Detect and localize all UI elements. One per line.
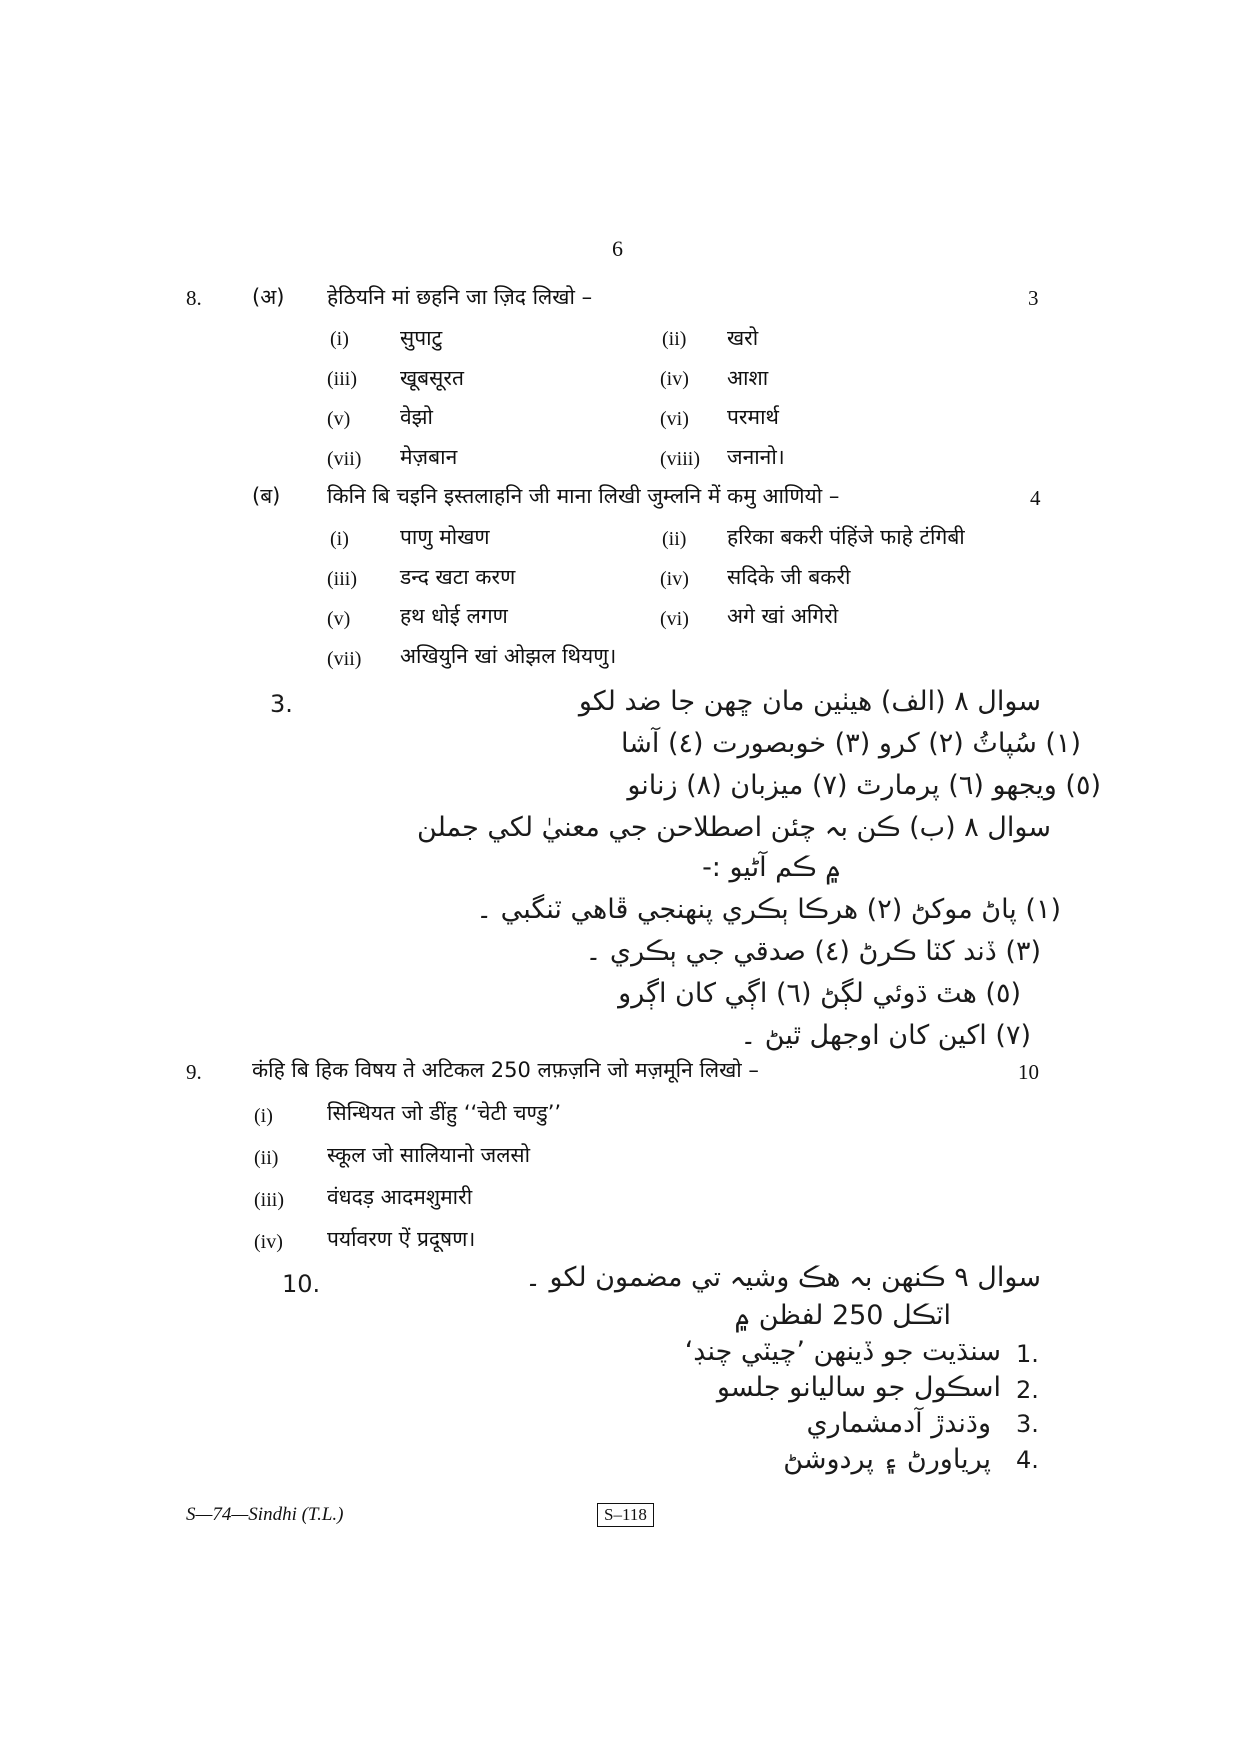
answer8-line: (٥) هٿ ڌوئي لڳڻ (٦) اڳي کان اڳرو — [618, 978, 1021, 1009]
q8b-item-num: (i) — [330, 528, 349, 550]
q8b-item-text: हरिका बकरी पंहिंजे फाहे टंगिबी — [727, 525, 965, 549]
q9-item-text: वंधदड़ आदमशुमारी — [327, 1185, 473, 1209]
q8a-label: (अ) — [252, 285, 285, 309]
q8a-item-num: (iv) — [660, 368, 689, 390]
q9-number: 9. — [186, 1060, 202, 1084]
q8b-item-text: अखियुनि खां ओझल थियणु। — [400, 644, 617, 668]
q8a-item-text: परमार्थ — [727, 405, 779, 429]
answer8-line: سوال ٨ (ب) ڪن بہ چئن اصطلاحن جي معنيٰ لکي جملن — [417, 812, 1051, 843]
q9-item-text: स्कूल जो सालियानो जलसो — [327, 1143, 531, 1167]
q8a-item-text: खरो — [727, 326, 759, 350]
q9-instruction: कंहि बि हिक विषय ते अटिकल 250 लफ़ज़नि जो मज़मूनि लिखो – — [252, 1058, 759, 1082]
page-number: 6 — [612, 236, 623, 261]
q8b-item-num: (v) — [327, 608, 351, 630]
q8a-item-text: आशा — [727, 366, 769, 390]
answer8-line: (٥) ويجهو (٦) پرمارٿ (٧) ميزبان (٨) زنانو — [627, 770, 1101, 801]
q8b-item-num: (iii) — [327, 568, 357, 590]
q8b-item-num: (vii) — [327, 648, 362, 670]
answer8-line: (٣) ڏند کٽا ڪرڻ (٤) صدقي جي ٻڪري ۔ — [585, 936, 1041, 967]
q8b-item-text: सदिके जी बकरी — [727, 565, 851, 589]
q9-item-num: (i) — [254, 1105, 273, 1127]
q8-number: 8. — [186, 286, 202, 310]
answer9-line: وڌندڙ آدمشماري — [806, 1408, 991, 1439]
q9-item-text: पर्यावरण ऐं प्रदूषण। — [327, 1227, 476, 1251]
q8a-item-text: वेझो — [400, 405, 433, 429]
footer-booklet-code: S–118 — [597, 1503, 654, 1527]
answer9-line: اسڪول جو ساليانو جلسو — [716, 1372, 1001, 1403]
answer9-mark: 10. — [282, 1270, 321, 1298]
q8a-item-text: सुपाटु — [400, 326, 443, 350]
answer8-mark: 3. — [270, 690, 293, 718]
answer9-list-num: 3. — [1016, 1410, 1039, 1438]
q8a-instruction: हेठियनि मां छहनि जा ज़िद लिखो – — [327, 285, 593, 309]
q9-item-num: (iii) — [254, 1189, 284, 1211]
q8b-label: (ब) — [252, 484, 281, 508]
q9-marks: 10 — [1018, 1060, 1039, 1084]
answer9-line: سنڌيت جو ڏينهن ’چيٽي چنڊ‘ — [684, 1336, 1001, 1367]
q8b-item-num: (iv) — [660, 568, 689, 590]
q8a-item-num: (ii) — [662, 328, 687, 350]
q9-item-num: (iv) — [254, 1231, 283, 1253]
answer8-line: سوال ٨ (الف) هيٺين مان ڇهن جا ضد لکو — [578, 686, 1041, 717]
q8a-item-num: (v) — [327, 408, 351, 430]
q8a-item-text: मेज़बान — [400, 445, 458, 469]
q8b-marks: 4 — [1030, 486, 1041, 510]
answer9-line: پرياورڻ ۽ پردوشڻ — [783, 1444, 991, 1475]
q8a-item-text: खूबसूरत — [400, 366, 464, 390]
q9-item-num: (ii) — [254, 1147, 279, 1169]
answer8-line: (١) پاڻ موکڻ (٢) هرڪا ٻڪري پنهنجي ڦاهي ٽنگبي ۔ — [476, 894, 1061, 925]
q8a-item-num: (viii) — [660, 448, 700, 470]
q8b-item-text: अगे खां अगिरो — [727, 604, 839, 628]
q8b-item-num: (ii) — [662, 528, 687, 550]
q8b-item-text: डन्द खटा करण — [400, 565, 516, 589]
footer-paper-code: S—74—Sindhi (T.L.) — [186, 1504, 344, 1525]
q8b-item-text: हथ धोई लगण — [400, 604, 508, 628]
answer9-list-num: 2. — [1016, 1376, 1039, 1404]
q8b-instruction: किनि बि चइनि इस्तलाहनि जी माना लिखी जुम्लनि में कमु आणियो – — [327, 484, 840, 508]
q8a-item-num: (i) — [330, 328, 349, 350]
answer9-list-num: 1. — [1016, 1340, 1039, 1368]
q8b-item-text: पाणु मोखण — [400, 525, 490, 549]
answer8-line: (٧) اکين کان اوجهل ٿيڻ ۔ — [740, 1020, 1031, 1051]
answer9-line: سوال ٩ ڪنهن بہ هڪ وشيہ تي مضمون لکو ۔ — [525, 1262, 1041, 1293]
answer8-line: (١) سُپاٽُ (٢) کرو (٣) خوبصورت (٤) آشا — [621, 728, 1081, 759]
q8a-item-num: (vi) — [660, 408, 689, 430]
q8b-item-num: (vi) — [660, 608, 689, 630]
answer9-list-num: 4. — [1016, 1446, 1039, 1474]
q9-item-text: सिन्धियत जो डींहु ‘‘चेटी चण्डु’’ — [327, 1101, 562, 1125]
q8a-item-text: जनानो। — [727, 445, 785, 469]
q8a-item-num: (iii) — [327, 368, 357, 390]
q8a-marks: 3 — [1028, 286, 1039, 310]
answer8-line: ۾ ڪم آڻيو :- — [702, 852, 841, 883]
q8a-item-num: (vii) — [327, 448, 362, 470]
answer9-line: اٽڪل 250 لفظن ۾ — [734, 1300, 951, 1331]
